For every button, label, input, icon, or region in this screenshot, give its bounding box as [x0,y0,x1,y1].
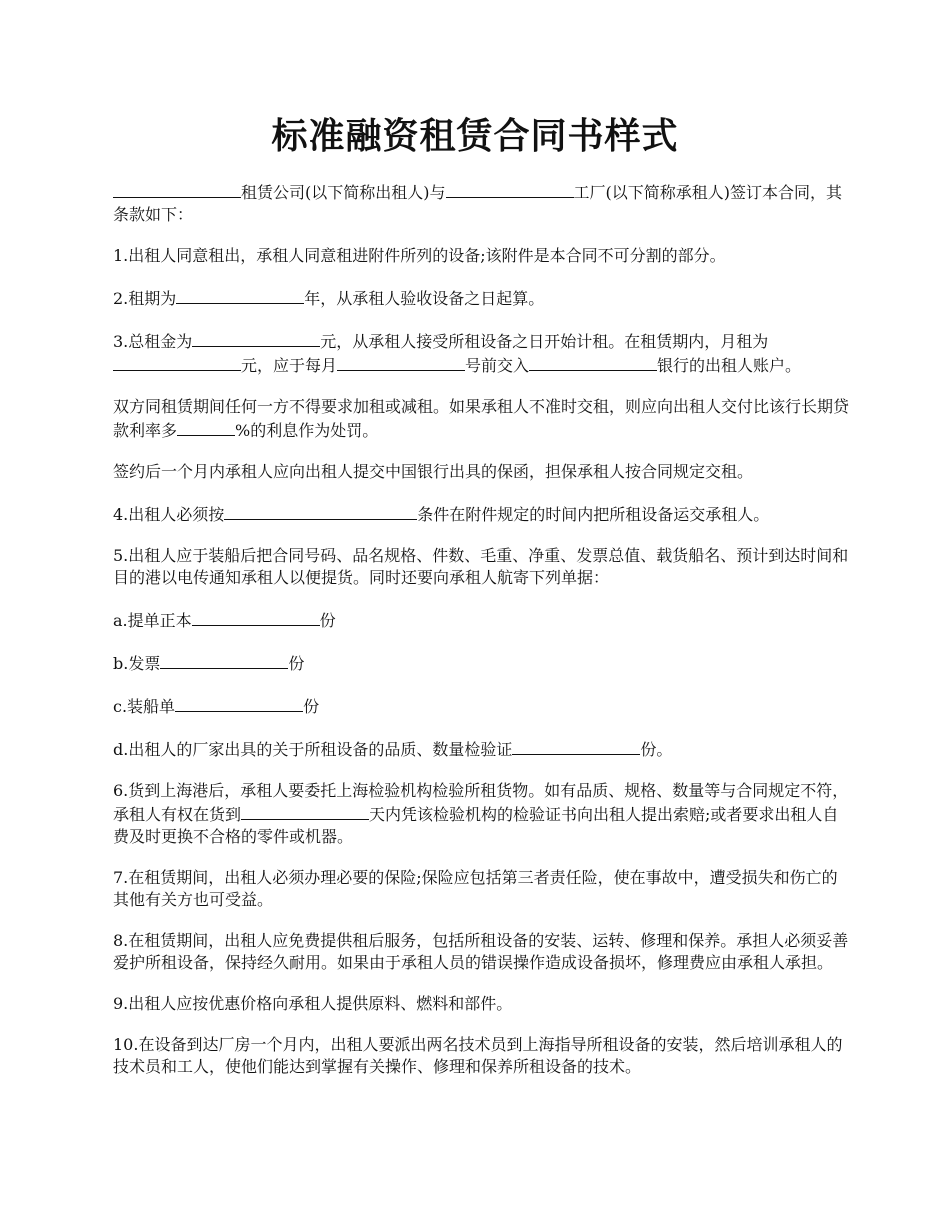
intro-paragraph: 租赁公司(以下简称出租人)与 工厂(以下简称承租人)签订本合同，其条款如下： [113,180,853,226]
invoice-copies-blank [160,651,288,669]
clause-6: 6.货到上海港后，承租人要委托上海检验机构检验所租货物。如有品质、规格、数量等与合同规定不符，承租人有权在货到 天内凭该检验机构的检验证书向出租人提出索赔;或者要求出租人自费及时更换不合格的零件或机器。 [113,781,849,846]
payment-day-blank [337,353,465,371]
item-b: b.发票 份 [113,651,853,675]
penalty-paragraph: 双方同租赁期间任何一方不得要求加租或减租。如果承租人不准时交租，则应向出租人交付比该行长期贷款利率多 %的利息作为处罚。 [113,397,850,440]
bank-name-blank [529,353,657,371]
item-c: c.装船单 份 [113,694,853,718]
item-d: d.出租人的厂家出具的关于所租设备的品质、数量检验证 份。 [113,737,853,761]
clause-2: 2.租期为 年，从承租人验收设备之日起算。 [113,286,853,310]
clause-5: 5.出租人应于装船后把合同号码、品名规格、件数、毛重、净重、发票总值、载货船名、预计到达时间和目的港以电传通知承租人以便提货。同时还要向承租人航寄下列单据： [113,546,849,587]
inspection-cert-copies-blank [512,737,640,755]
interest-rate-blank [177,418,235,436]
monthly-rent-blank [113,353,241,371]
document-title: 标准融资租赁合同书样式 [271,115,679,157]
clause-4: 4.出租人必须按 条件在附件规定的时间内把所租设备运交承租人。 [113,502,853,526]
clause-9: 9.出租人应按优惠价格向承租人提供原料、燃料和部件。 [113,994,513,1013]
total-rent-blank [192,329,320,347]
clause-7: 7.在租赁期间，出租人必须办理必要的保险;保险应包括第三者责任险，使在事故中，遭受损失和伤亡的其他有关方也可受益。 [113,868,838,909]
lessor-name-blank [113,180,241,198]
claim-days-blank [241,802,369,820]
lease-term-blank [176,286,304,304]
delivery-terms-blank [224,502,417,520]
clause-1: 1.出租人同意租出，承租人同意租进附件所列的设备;该附件是本合同不可分割的部分。 [113,246,726,265]
guarantee-paragraph: 签约后一个月内承租人应向出租人提交中国银行出具的保函，担保承租人按合同规定交租。 [113,462,754,481]
clause-8: 8.在租赁期间，出租人应免费提供租后服务，包括所租设备的安装、运转、修理和保养。承担人必须妥善爱护所租设备，保持经久耐用。如果由于承租人员的错误操作造成设备损坏，修理费应由承租人承担。 [113,931,849,972]
item-a: a.提单正本 份 [113,608,853,632]
shipping-list-copies-blank [175,694,303,712]
clause-10: 10.在设备到达厂房一个月内，出租人要派出两名技术员到上海指导所租设备的安装，然后培训承租人的技术员和工人，使他们能达到掌握有关操作、修理和保养所租设备的技术。 [113,1035,843,1076]
bill-of-lading-copies-blank [192,608,320,626]
lessee-name-blank [446,180,574,198]
clause-3: 3.总租金为 元，从承租人接受所租设备之日开始计租。在租赁期内，月租为元，应于每月 号前交入 银行的出租人账户。 [113,329,853,377]
document-body [113,180,853,1097]
